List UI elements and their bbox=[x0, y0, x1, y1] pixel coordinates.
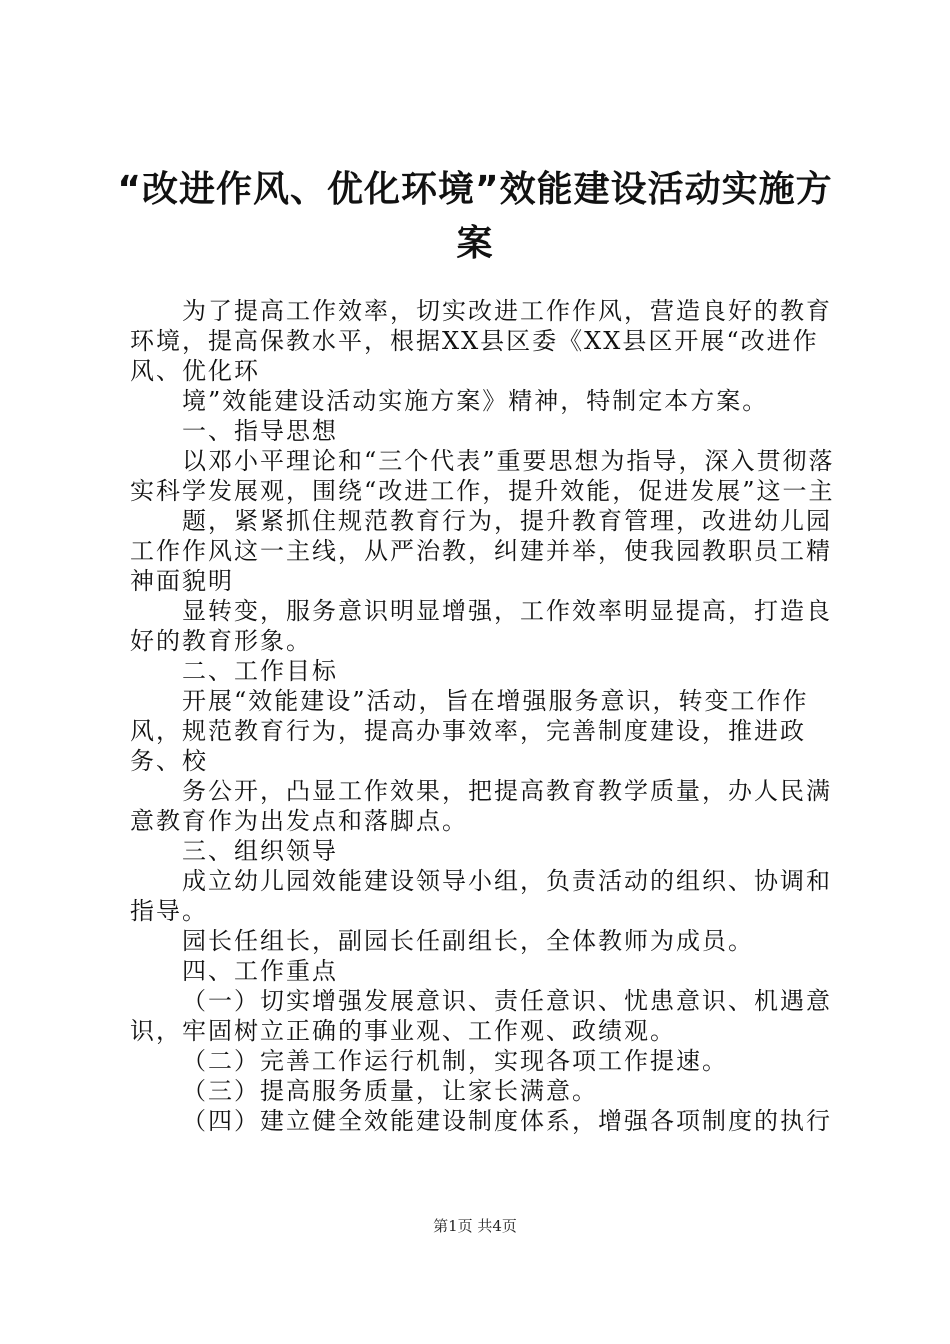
paragraph: 境”效能建设活动实施方案》精神，特制定本方案。 bbox=[182, 387, 769, 415]
paragraph: （三）提高服务质量，让家长满意。 bbox=[182, 1077, 598, 1105]
paragraph: 园长任组长，副园长任副组长，全体教师为成员。 bbox=[182, 927, 754, 955]
paragraph: 务公开，凸显工作效果，把提高教育教学质量，办人民满意教育作为出发点和落脚点。 bbox=[130, 777, 832, 835]
paragraph: 成立幼儿园效能建设领导小组，负责活动的组织、协调和指导。 bbox=[130, 867, 832, 925]
paragraph: （一）切实增强发展意识、责任意识、忧患意识、机遇意识，牢固树立正确的事业观、工作观、政绩观。 bbox=[130, 987, 832, 1045]
paragraph: 以邓小平理论和“三个代表”重要思想为指导，深入贯彻落实科学发展观，围绕“改进工作，提升效能，促进发展”这一主 bbox=[130, 447, 835, 505]
section-heading: 四、工作重点 bbox=[182, 957, 338, 985]
paragraph: 显转变，服务意识明显增强，工作效率明显提高，打造良好的教育形象。 bbox=[130, 597, 832, 655]
section-heading: 一、指导思想 bbox=[182, 417, 338, 445]
paragraph: 为了提高工作效率，切实改进工作作风，营造良好的教育环境，提高保教水平，根据XX县区委《XX县区开展“改进作风、优化环 bbox=[130, 297, 832, 385]
paragraph: （二）完善工作运行机制，实现各项工作提速。 bbox=[182, 1047, 728, 1075]
document-body bbox=[130, 296, 840, 1136]
document-title-line-2: 案 bbox=[456, 223, 494, 264]
page-footer: 第1页 共4页 bbox=[433, 1217, 517, 1235]
section-heading: 二、工作目标 bbox=[182, 657, 338, 685]
section-heading: 三、组织领导 bbox=[182, 837, 338, 865]
paragraph: （四）建立健全效能建设制度体系，增强各项制度的执行 bbox=[182, 1107, 832, 1135]
document-title-line-1: “改进作风、优化环境”效能建设活动实施方 bbox=[117, 169, 833, 210]
paragraph: 开展“效能建设”活动，旨在增强服务意识，转变工作作风，规范教育行为，提高办事效率，完善制度建设，推进政务、校 bbox=[130, 687, 809, 775]
paragraph: 题，紧紧抓住规范教育行为，提升教育管理，改进幼儿园工作作风这一主线，从严治教，纠建并举，使我园教职员工精神面貌明 bbox=[130, 507, 832, 595]
